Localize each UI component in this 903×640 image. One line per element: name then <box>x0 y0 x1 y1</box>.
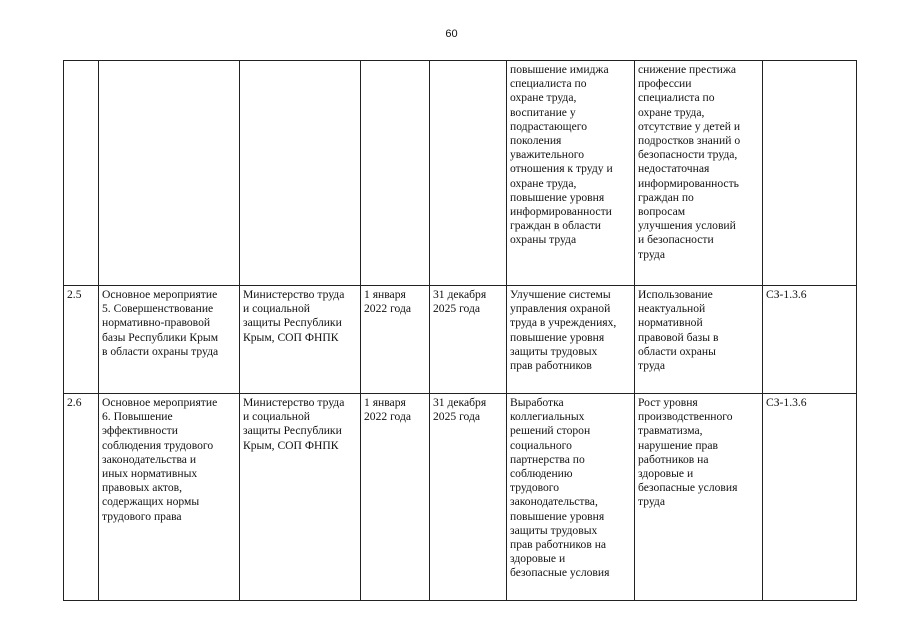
cell-text-line: прав работников на <box>510 538 607 552</box>
cell-text-line: трудового <box>510 481 560 495</box>
cell-text-line: правовой базы в <box>638 330 719 344</box>
consequence-cell <box>635 394 763 601</box>
cell-text-line: защиты трудовых <box>510 344 598 358</box>
cell-text-line: труда <box>638 247 665 261</box>
cell-text-line: социального <box>510 438 572 452</box>
cell-text-line: Министерство труда <box>243 396 345 409</box>
event-cell <box>99 286 240 394</box>
cell-text-line: Основное мероприятие <box>102 396 218 409</box>
cell-text-line: профессии <box>638 77 692 91</box>
start-date-cell <box>361 394 430 601</box>
expected-result-cell <box>507 394 635 601</box>
cell-text-line: безопасные условия <box>510 566 610 580</box>
cell-text-line: 1 января <box>364 288 406 301</box>
cell-text-line: и социальной <box>243 302 310 316</box>
cell-text-line: прав работников <box>510 359 592 373</box>
cell-text-line: Крым, СОП ФНПК <box>243 438 339 452</box>
cell-text-line: производственного <box>638 410 733 424</box>
cell-text-line: и социальной <box>243 410 310 424</box>
cell-text-line: граждан в области <box>510 219 601 233</box>
cell-text-line: законодательства, <box>510 495 598 509</box>
cell-text-line: эффективности <box>102 424 178 438</box>
cell-text-line: СЗ-1.3.6 <box>766 396 807 409</box>
row-number-cell <box>64 61 99 286</box>
cell-text-line: и безопасности <box>638 233 714 247</box>
cell-text-line: неактуальной <box>638 302 706 316</box>
cell-text-line: 2025 года <box>433 410 481 424</box>
cell-text-line: специалиста по <box>510 77 587 91</box>
cell-text-line: здоровые и <box>638 467 694 481</box>
indicator-link-cell <box>763 61 857 286</box>
table-row <box>64 394 857 601</box>
cell-text-line: труда <box>638 359 665 373</box>
cell-text-line: вопросам <box>638 205 686 219</box>
cell-text-line: специалиста по <box>638 91 715 105</box>
cell-text-line: Рост уровня <box>638 396 698 409</box>
consequence-cell <box>635 286 763 394</box>
row-number-cell <box>64 394 99 601</box>
cell-text-line: здоровые и <box>510 552 566 566</box>
cell-text-line: Министерство труда <box>243 288 345 301</box>
cell-text-line: 2022 года <box>364 410 412 424</box>
cell-text-line: улучшения условий <box>638 219 736 233</box>
cell-text-line: защиты Республики <box>243 424 342 438</box>
cell-text-line: трудового права <box>102 509 182 523</box>
cell-text-line: Крым, СОП ФНПК <box>243 330 339 344</box>
cell-text-line: воспитание у <box>510 105 576 119</box>
indicator-link-cell <box>763 286 857 394</box>
table-row <box>64 286 857 394</box>
cell-text-line: уважительного <box>510 148 585 162</box>
cell-text-line: Использование <box>638 288 713 301</box>
cell-text-line: соблюдению <box>510 467 573 481</box>
row-number-cell <box>64 286 99 394</box>
start-date-cell <box>361 61 430 286</box>
cell-text: 2.6 <box>67 396 82 409</box>
expected-result-cell <box>507 286 635 394</box>
cell-text-line: 5. Совершенствование <box>102 302 214 316</box>
cell-text-line: охраны труда <box>510 233 577 247</box>
cell-text-line: безопасности труда, <box>638 148 738 162</box>
cell-text-line: управления охраной <box>510 302 611 316</box>
cell-text-line: работников на <box>638 452 709 466</box>
cell-text-line: нарушение прав <box>638 438 718 452</box>
start-date-cell <box>361 286 430 394</box>
cell-text-line: безопасные условия <box>638 481 738 495</box>
cell-text-line: подростков знаний о <box>638 134 741 148</box>
cell-text-line: повышение имиджа <box>510 63 609 76</box>
cell-text-line: 2025 года <box>433 302 481 316</box>
cell-text-line: нормативной <box>638 316 703 330</box>
cell-text-line: решений сторон <box>510 424 591 438</box>
table-body <box>64 61 857 601</box>
cell-text-line: законодательства и <box>102 452 197 466</box>
executor-cell <box>240 286 361 394</box>
cell-text-line: коллегиальных <box>510 410 585 424</box>
cell-text-line: Основное мероприятие <box>102 288 218 301</box>
consequence-cell <box>635 61 763 286</box>
cell-text-line: отношения к труду и <box>510 162 613 176</box>
cell-text-line: соблюдения трудового <box>102 438 214 452</box>
cell-text-line: иных нормативных <box>102 467 198 481</box>
cell-text-line: 2022 года <box>364 302 412 316</box>
cell-text-line: 1 января <box>364 396 406 409</box>
cell-text-line: нормативно-правовой <box>102 316 211 330</box>
event-cell <box>99 394 240 601</box>
cell-text-line: поколения <box>510 134 562 148</box>
cell-text-line: 31 декабря <box>433 396 487 409</box>
cell-text-line: повышение уровня <box>510 509 605 523</box>
cell-text-line: подрастающего <box>510 119 588 133</box>
cell-text-line: отсутствие у детей и <box>638 119 741 133</box>
cell-text-line: труда <box>638 495 665 509</box>
cell-text-line: защиты трудовых <box>510 523 598 537</box>
cell-text-line: Улучшение системы <box>510 288 611 301</box>
cell-text-line: охране труда, <box>510 91 577 105</box>
cell-text-line: охране труда, <box>510 176 577 190</box>
cell-text-line: граждан по <box>638 190 694 204</box>
cell-text-line: содержащих нормы <box>102 495 200 509</box>
table-row <box>64 61 857 286</box>
event-cell <box>99 61 240 286</box>
measures-table <box>63 60 857 601</box>
cell-text-line: СЗ-1.3.6 <box>766 288 807 301</box>
cell-text-line: информированность <box>638 176 739 190</box>
cell-text-line: травматизма, <box>638 424 703 438</box>
executor-cell <box>240 61 361 286</box>
indicator-link-cell <box>763 394 857 601</box>
cell-text-line: повышение уровня <box>510 330 605 344</box>
end-date-cell <box>430 61 507 286</box>
end-date-cell <box>430 286 507 394</box>
cell-text-line: правовых актов, <box>102 481 183 495</box>
cell-text-line: информированности <box>510 205 612 219</box>
page-number: 60 <box>445 28 458 40</box>
cell-text-line: области охраны <box>638 344 716 358</box>
cell-text-line: в области охраны труда <box>102 344 219 358</box>
cell-text-line: 6. Повышение <box>102 410 173 424</box>
end-date-cell <box>430 394 507 601</box>
cell-text-line: партнерства по <box>510 452 585 466</box>
cell-text-line: охране труда, <box>638 105 705 119</box>
cell-text-line: повышение уровня <box>510 190 605 204</box>
cell-text-line: труда в учреждениях, <box>510 316 617 330</box>
expected-result-cell <box>507 61 635 286</box>
cell-text-line: базы Республики Крым <box>102 330 219 344</box>
cell-text-line: снижение престижа <box>638 63 737 76</box>
cell-text: 2.5 <box>67 288 82 301</box>
cell-text-line: защиты Республики <box>243 316 342 330</box>
cell-text-line: Выработка <box>510 396 564 409</box>
executor-cell <box>240 394 361 601</box>
cell-text-line: недостаточная <box>638 162 710 176</box>
cell-text-line: 31 декабря <box>433 288 487 301</box>
